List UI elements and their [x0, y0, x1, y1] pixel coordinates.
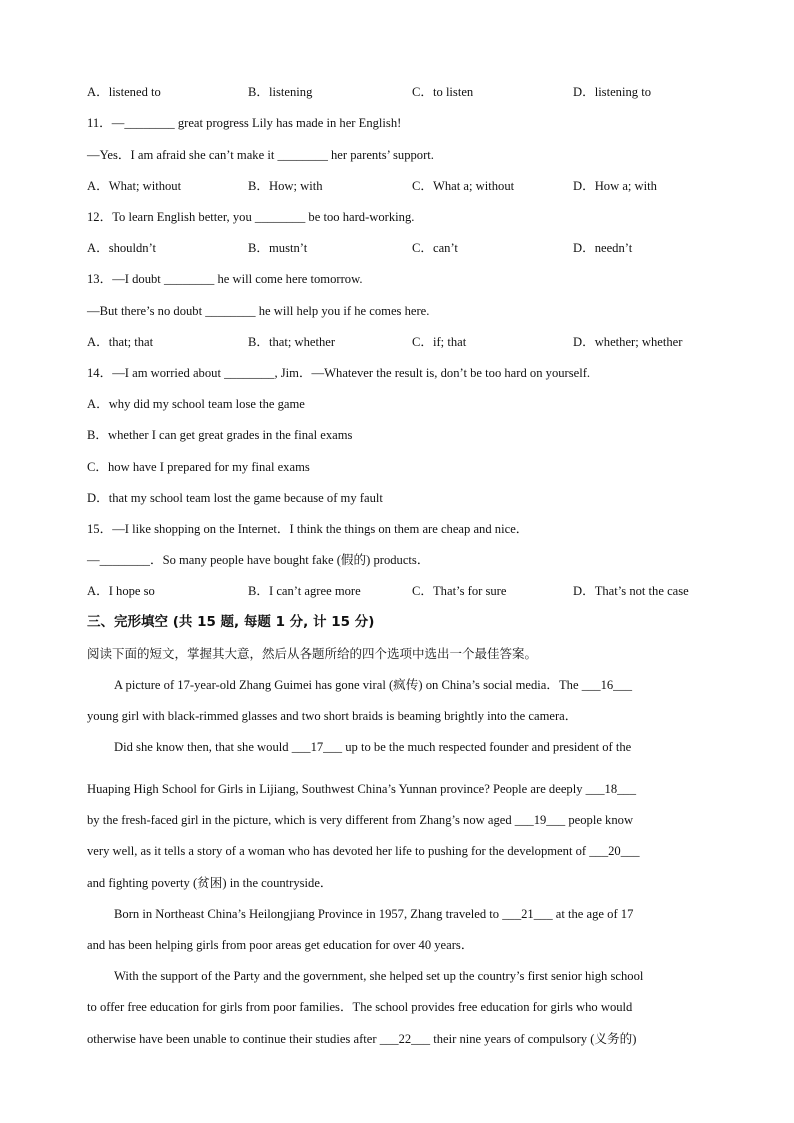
- passage-line: and has been helping girls from poor areas get education for over 40 years．: [87, 938, 474, 952]
- q12-option-b: B．mustn’t: [248, 241, 308, 255]
- q11-stem: 11．—________ great progress Lily has made in her English!: [87, 116, 402, 130]
- q15-option-a: A．I hope so: [87, 584, 155, 598]
- q12-stem: 12．To learn English better, you ________ be too hard-working.: [87, 210, 415, 224]
- passage-line: to offer free education for girls from poor families．The school provides free education for girls who would: [87, 1000, 633, 1014]
- q12-option-c: C．can’t: [412, 241, 458, 255]
- q10-option-a: A．listened to: [87, 85, 161, 99]
- passage-line: by the fresh-faced girl in the picture, which is very different from Zhang’s now aged ___19___ people know: [87, 813, 634, 827]
- passage-line: young girl with black-rimmed glasses and two short braids is beaming brightly into the camera．: [87, 709, 578, 723]
- passage-line: Born in Northeast China’s Heilongjiang Province in 1957, Zhang traveled to ___21___ at the age of 17: [114, 907, 634, 921]
- q13-option-a: A．that; that: [87, 335, 154, 349]
- passage-line: With the support of the Party and the government, she helped set up the country’s first senior high school: [114, 969, 644, 983]
- q11-option-a: A．What; without: [87, 179, 182, 193]
- q15-option-d: D．That’s not the case: [573, 584, 689, 598]
- passage-line: Huaping High School for Girls in Lijiang, Southwest China’s Yunnan province? People are deeply ___18___: [87, 782, 637, 796]
- q11-option-c: C．What a; without: [412, 179, 515, 193]
- q10-option-c: C．to listen: [412, 85, 474, 99]
- q12-option-d: D．needn’t: [573, 241, 633, 255]
- passage-line: Did she know then, that she would ___17___ up to be the much respected founder and president of the: [114, 740, 632, 754]
- q14-option-d: D．that my school team lost the game because of my fault: [87, 491, 383, 505]
- q14-option-a: A．why did my school team lose the game: [87, 397, 305, 411]
- passage-line: and fighting poverty (贫困) in the countryside．: [87, 876, 333, 890]
- passage-line: A picture of 17-year-old Zhang Guimei has gone viral (疯传) on China’s social media．The ___16___: [114, 678, 633, 692]
- passage-line: very well, as it tells a story of a woman who has devoted her life to pushing for the development of ___20___: [87, 844, 640, 858]
- passage-line: otherwise have been unable to continue their studies after ___22___ their nine years of compulsory (义务的): [87, 1032, 637, 1046]
- q11-option-b: B．How; with: [248, 179, 323, 193]
- section-instruction: 阅读下面的短文，掌握其大意，然后从各题所给的四个选项中选出一个最佳答案。: [87, 646, 538, 661]
- q14-stem: 14．—I am worried about ________, Jim．—Whatever the result is, don’t be too hard on yourself.: [87, 366, 591, 380]
- q14-option-b: B．whether I can get great grades in the final exams: [87, 428, 353, 442]
- q13-option-d: D．whether; whether: [573, 335, 683, 349]
- q15-stem-response: —________．So many people have bought fake (假的) products．: [87, 553, 430, 567]
- q14-option-c: C．how have I prepared for my final exams: [87, 460, 310, 474]
- q11-option-d: D．How a; with: [573, 179, 657, 193]
- q13-stem-response: —But there’s no doubt ________ he will help you if he comes here.: [87, 304, 430, 318]
- q10-option-d: D．listening to: [573, 85, 652, 99]
- q13-option-c: C．if; that: [412, 335, 467, 349]
- q15-stem: 15．—I like shopping on the Internet．I think the things on them are cheap and nice．: [87, 522, 529, 536]
- q13-option-b: B．that; whether: [248, 335, 336, 349]
- q15-option-b: B．I can’t agree more: [248, 584, 361, 598]
- section-title: 三、完形填空 (共 15 题, 每题 1 分, 计 15 分): [87, 614, 375, 630]
- q11-stem-response: —Yes．I am afraid she can’t make it ________ her parents’ support.: [87, 148, 434, 162]
- q12-option-a: A．shouldn’t: [87, 241, 157, 255]
- q13-stem: 13．—I doubt ________ he will come here tomorrow.: [87, 272, 363, 286]
- q10-option-b: B．listening: [248, 85, 313, 99]
- q15-option-c: C．That’s for sure: [412, 584, 507, 598]
